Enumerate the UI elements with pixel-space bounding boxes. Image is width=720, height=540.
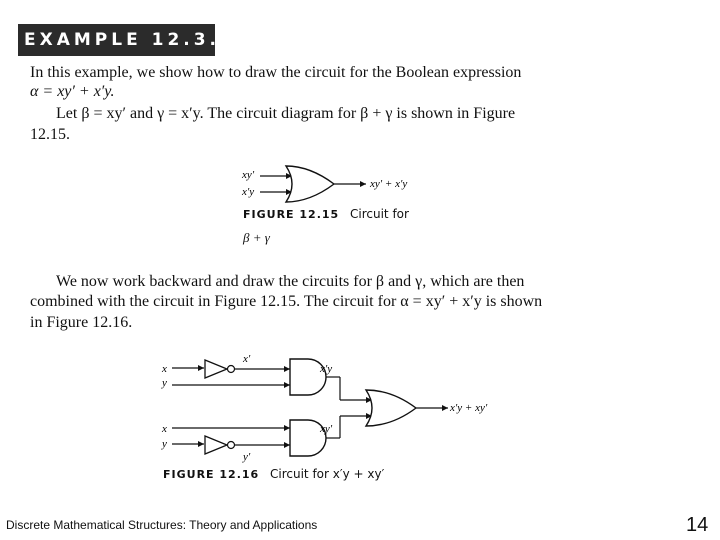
figure-12-15-label: FIGURE 12.15 [243,208,340,221]
not-gate-icon [205,436,227,454]
fig15-output: xy′ + x′y [370,178,408,190]
para1-line2: α = xy′ + x′y. [30,83,115,100]
footer-title: Discrete Mathematical Structures: Theory and Applications [6,518,318,532]
page-number: 14 [686,514,709,536]
fig16-bot-not-out: y′ [243,451,251,463]
fig16-top-and-out: x′y [320,363,333,375]
example-banner: EXAMPLE 12.3.3 [18,24,215,56]
figure-12-16-label: FIGURE 12.16 [163,468,260,481]
fig16-top-y: y [162,377,167,389]
fig16-output: x′y + xy′ [450,402,488,414]
fig16-bot-x: x [162,423,167,435]
figure-12-15-caption2: β + γ [243,230,270,245]
para1-line3: Let β = xy′ and γ = x′y. The circuit diagram for β + γ is shown in Figure [56,105,516,122]
figure-12-15-diagram [230,158,430,208]
para2-line3: in Figure 12.16. [30,314,133,331]
or-gate-icon [286,166,334,202]
or-gate-icon [366,390,416,426]
fig16-top-not-out: x′ [243,353,251,365]
para1-line1: In this example, we show how to draw the circuit for the Boolean expression [30,64,522,81]
figure-12-16-caption: Circuit for x′y + xy′ [270,467,385,481]
fig15-input1: xy′ [242,169,255,181]
figure-12-15-caption: Circuit for [350,207,409,221]
fig16-bot-and-out: xy′ [320,423,333,435]
fig15-input2: x′y [242,186,255,198]
para2-line1: We now work backward and draw the circuits for β and γ, which are then [56,273,525,290]
para1-line4: 12.15. [30,126,70,143]
figure-12-16-diagram [150,348,510,466]
para2-line2: combined with the circuit in Figure 12.15. The circuit for α = xy′ + x′y is shown [30,293,543,310]
fig16-top-x: x [162,363,167,375]
not-gate-icon [205,360,227,378]
fig16-bot-y: y [162,438,167,450]
